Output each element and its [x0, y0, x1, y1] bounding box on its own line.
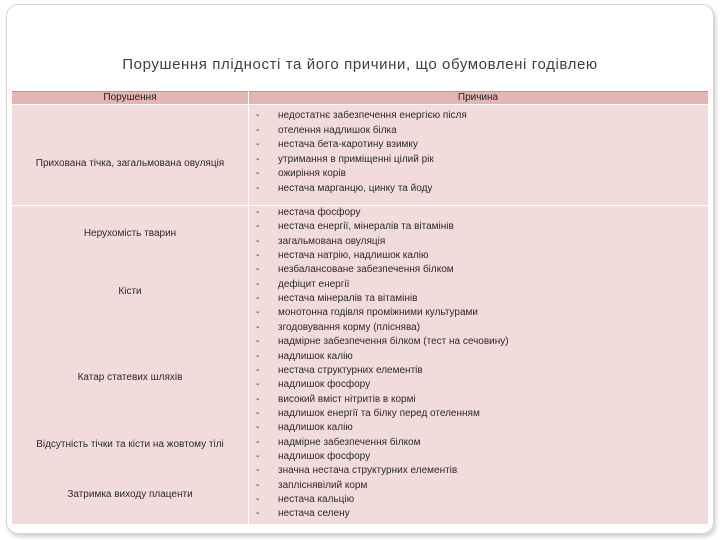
cause-item: [256, 109, 467, 124]
cause-item: [256, 292, 417, 307]
bullet-dash: -: [256, 350, 260, 362]
cause-item: [256, 436, 421, 451]
cause-item: [256, 235, 385, 250]
cause-item: [256, 278, 349, 293]
cause-item: [256, 321, 420, 336]
bullet-dash: -: [256, 393, 260, 405]
cause-item: [256, 378, 370, 393]
bullet-dash: -: [256, 250, 260, 262]
cause-text: надмірне забезпечення білком (тест на сечовину): [278, 336, 509, 348]
cause-text: надлишок калію: [278, 422, 353, 434]
cause-text: високий вміст нітритів в кормі: [278, 393, 416, 405]
bullet-dash: -: [256, 336, 260, 348]
bullet-dash: -: [256, 321, 260, 333]
cause-text: запліснявілий корм: [278, 479, 368, 491]
cause-item: [256, 450, 370, 465]
header-problem: Порушення: [12, 91, 248, 104]
cause-text: нестача структурних елементів: [278, 364, 423, 376]
fertility-table: [12, 91, 708, 524]
cause-item: [256, 167, 346, 182]
cause-text: дефіцит енергії: [278, 278, 350, 290]
cause-item: [256, 182, 432, 197]
cause-text: ожиріння корів: [278, 168, 346, 180]
bullet-dash: -: [256, 110, 260, 121]
cause-text: незбалансоване забезпечення білком: [278, 264, 454, 276]
cause-text: нестача селену: [278, 508, 350, 520]
cause-item: [256, 350, 353, 365]
bullet-dash: -: [256, 450, 260, 462]
cause-text: значна нестача структурних елементів: [278, 465, 458, 477]
cause-item: [256, 493, 354, 508]
cause-item: [256, 124, 397, 139]
problem-hidden-heat: Прихована тічка, загальмована овуляція: [35, 158, 225, 169]
bullet-dash: -: [256, 436, 260, 448]
cause-text: надлишок фосфору: [278, 450, 371, 462]
cause-item: [256, 407, 480, 422]
cause-text: надлишок енергії та білку перед отеленням: [278, 407, 480, 419]
bullet-dash: -: [256, 153, 260, 165]
cause-text: утримання в приміщенні цілий рік: [278, 153, 434, 165]
cause-text: нестача марганцю, цинку та йоду: [278, 183, 433, 194]
cause-text: надлишок фосфору: [278, 379, 371, 391]
cause-item: [256, 464, 457, 479]
problem-no-heat-cysts: Відсутність тічки та кісти на жовтому тілі: [36, 439, 224, 450]
header-cause: Причина: [248, 91, 708, 104]
cause-text: нестача фосфору: [278, 207, 361, 218]
cause-text: загальмована овуляція: [278, 235, 386, 247]
cause-text: нестача мінералів та вітамінів: [278, 293, 418, 305]
cause-item: [256, 421, 353, 436]
column-divider: [248, 91, 249, 524]
cause-item: [256, 393, 416, 408]
bullet-dash: -: [256, 168, 260, 180]
cause-text: монотонна годівля проміжними культурами: [278, 307, 479, 319]
bullet-dash: -: [256, 221, 260, 233]
cause-text: згодовування корму (пліснява): [278, 321, 421, 333]
cause-item: [256, 220, 454, 235]
cause-text: недостатнє забезпечення енергією після: [278, 110, 467, 121]
cause-item: [256, 249, 429, 264]
bullet-dash: -: [256, 479, 260, 491]
bullet-dash: -: [256, 422, 260, 434]
bullet-dash: -: [256, 139, 260, 151]
bullet-dash: -: [256, 508, 260, 520]
bullet-dash: -: [256, 364, 260, 376]
cause-item: [256, 153, 434, 168]
cause-item: [256, 364, 423, 379]
bullet-dash: -: [256, 407, 260, 419]
cause-item: [256, 138, 418, 153]
problem-cysts: Кісти: [118, 286, 142, 297]
bullet-dash: -: [256, 207, 260, 218]
cause-item: [256, 479, 367, 494]
cause-text: нестача натрію, надлишок калію: [278, 250, 429, 262]
cause-item: [256, 335, 509, 350]
cause-text: надмірне забезпечення білком: [278, 436, 421, 448]
bullet-dash: -: [256, 494, 260, 505]
problem-immobility: Нерухомість тварин: [83, 228, 177, 239]
cause-text: нестача бета-каротину взимку: [278, 139, 418, 151]
bullet-dash: -: [256, 124, 260, 136]
bullet-dash: -: [256, 465, 260, 477]
cause-text: отелення надлишок білка: [278, 124, 397, 136]
bullet-dash: -: [256, 293, 260, 305]
cause-item: [256, 306, 478, 321]
cause-item: [256, 206, 360, 221]
bullet-dash: -: [256, 278, 260, 290]
cause-item: [256, 263, 454, 278]
bullet-dash: -: [256, 379, 260, 391]
bullet-dash: -: [256, 307, 260, 319]
bullet-dash: -: [256, 235, 260, 247]
bullet-dash: -: [256, 183, 260, 194]
problem-genital-catarrh: Катар статевих шляхів: [77, 372, 183, 383]
problem-retained-placenta: Затримка виходу плаценти: [67, 489, 193, 500]
cause-text: нестача енергії, мінералів та вітамінів: [278, 221, 454, 233]
cause-text: нестача кальцію: [278, 494, 355, 505]
page-title: Порушення плідності та його причини, що обумовлені годівлею: [122, 56, 598, 73]
bullet-dash: -: [256, 264, 260, 276]
cause-item: [256, 507, 350, 522]
cause-text: надлишок калію: [278, 350, 353, 362]
